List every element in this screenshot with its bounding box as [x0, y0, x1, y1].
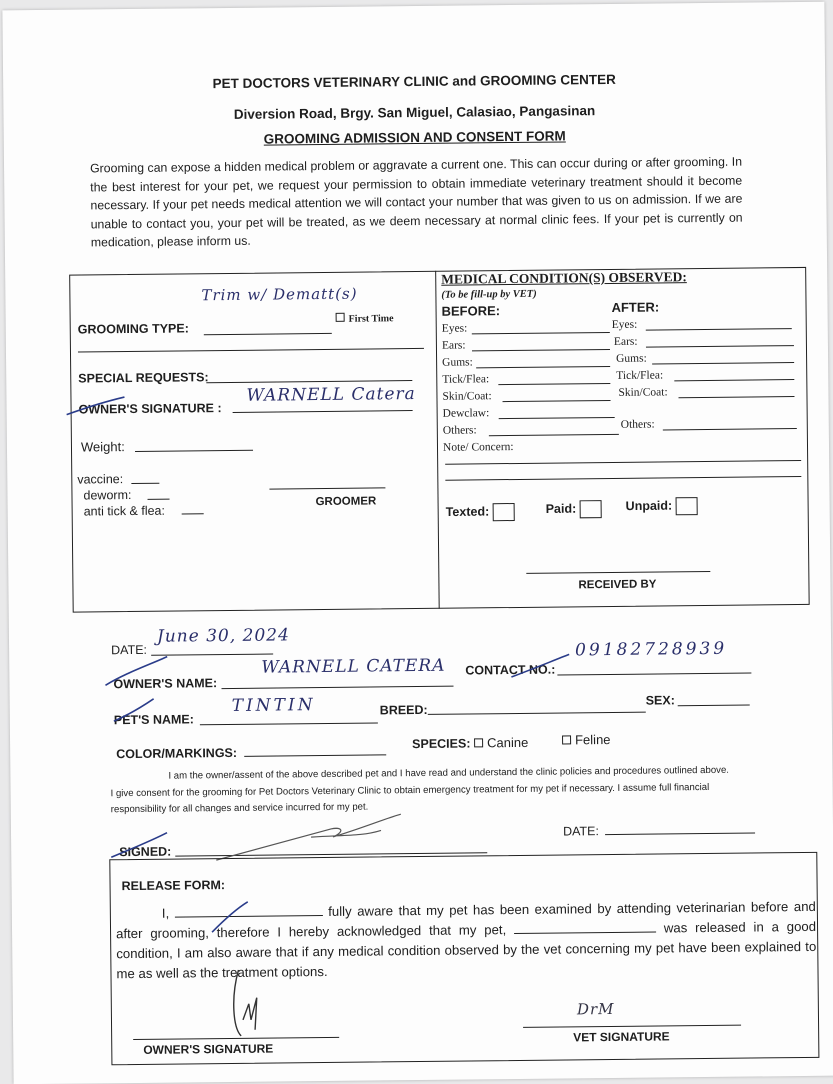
- species-label: SPECIES:: [412, 736, 471, 752]
- pet-name-label: PET'S NAME:: [113, 712, 194, 728]
- form-page: [2, 2, 833, 1084]
- owner-name-handwritten: WARNELL CATERA: [261, 655, 446, 678]
- note-concern-label: Note/ Concern:: [442, 441, 514, 454]
- consent-text: [110, 762, 762, 818]
- unpaid-box[interactable]: [675, 497, 697, 515]
- signed-label: SIGNED:: [119, 844, 172, 860]
- release-text-3: was released in a good condition, I am also aware that if any medical condition observed by the vet concerning my pet have been explained to me as well as the treatment options.: [116, 918, 817, 982]
- before-ears: Ears:: [441, 339, 466, 352]
- date-label: DATE:: [111, 642, 148, 658]
- after-ears: Ears:: [613, 335, 638, 348]
- before-eyes: Eyes:: [441, 322, 468, 335]
- pet-name-line: [200, 722, 378, 725]
- after-eyes: Eyes:: [611, 318, 638, 331]
- before-others: Others:: [442, 424, 477, 437]
- pet-name-handwritten: TINTIN: [231, 695, 316, 716]
- owner-signature-label: OWNER'S SIGNATURE :: [78, 401, 222, 417]
- color-markings-label: COLOR/MARKINGS:: [116, 745, 238, 762]
- before-gums: Gums:: [442, 356, 473, 369]
- canine-label: Canine: [487, 734, 529, 751]
- feline-label: Feline: [574, 732, 611, 748]
- consent-date-label: DATE:: [562, 824, 599, 839]
- first-time-checkbox[interactable]: [336, 312, 394, 325]
- sex-label: SEX:: [645, 693, 675, 708]
- texted-label: Texted:: [445, 504, 490, 520]
- texted-box[interactable]: [492, 503, 514, 521]
- groomer-label: GROOMER: [315, 495, 377, 509]
- first-time-box[interactable]: [336, 313, 345, 322]
- release-owner-signature-mark: [224, 968, 275, 1039]
- release-text-1: I,: [161, 905, 170, 921]
- breed-line: [428, 712, 646, 715]
- first-time-label: First Time: [348, 313, 394, 325]
- after-others: Others:: [620, 418, 655, 431]
- before-label: BEFORE:: [441, 303, 501, 319]
- release-text-2: fully aware that my pet has been examined by attending veterinarian before and after grooming, therefore I hereby acknowledged that my pet,: [115, 898, 816, 942]
- clinic-name: PET DOCTORS VETERINARY CLINIC and GROOMING CENTER: [212, 71, 616, 92]
- unpaid-label: Unpaid:: [625, 498, 673, 514]
- release-name-blank[interactable]: [175, 903, 323, 918]
- canine-option[interactable]: [474, 735, 528, 751]
- canine-checkbox[interactable]: [474, 738, 483, 747]
- paid-checkbox[interactable]: [546, 500, 602, 519]
- date-line: [151, 654, 273, 656]
- feline-checkbox[interactable]: [562, 735, 571, 744]
- vet-signature-label: VET SIGNATURE: [573, 1029, 670, 1045]
- consent-line-2: I give consent for the grooming for Pet Doctors Veterinary Clinic to obtain emergency treatment for my pet if necessary. I assume full financial: [110, 781, 710, 799]
- after-tickflea: Tick/Flea:: [616, 369, 664, 382]
- intro-paragraph: Grooming can expose a hidden medical problem or aggravate a current one. This can occur during or after grooming. In the best interest for your pet, we request your permission to obtain immediate veterinary treatment should it become necessary. If your pet needs medical attention we will contact your number that was given to us on admission. If we are unable to contact you, your pet will be treated, as we deem necessary at normal clinic fees. If your pet is currently on medication, please inform us.: [89, 154, 743, 250]
- release-title: RELEASE FORM:: [121, 878, 226, 894]
- medical-condition-title: MEDICAL CONDITION(S) OBSERVED:: [441, 269, 687, 287]
- release-owner-signature-label: OWNER'S SIGNATURE: [143, 1041, 274, 1057]
- grooming-type-label: GROOMING TYPE:: [77, 321, 189, 337]
- date-handwritten: June 30, 2024: [156, 625, 290, 647]
- received-by-label: RECEIVED BY: [578, 578, 657, 592]
- consent-line-1: I am the owner/assent of the above described pet and I have read and understand the clinic policies and procedures outlined above.: [168, 764, 730, 782]
- form-title: GROOMING ADMISSION AND CONSENT FORM: [263, 128, 566, 147]
- consent-date-line: [605, 832, 755, 835]
- feline-option[interactable]: [562, 732, 611, 748]
- vet-initials: DrM: [576, 999, 615, 1019]
- antitick-label: anti tick & flea:: [83, 503, 166, 519]
- unpaid-checkbox[interactable]: [626, 497, 698, 516]
- texted-checkbox[interactable]: [446, 503, 515, 522]
- after-skincoat: Skin/Coat:: [618, 386, 668, 399]
- sex-line: [678, 705, 750, 707]
- consent-line-3: responsibility for all changes and service incurred for my pet.: [110, 801, 369, 816]
- deworm-label: deworm:: [83, 488, 132, 503]
- deworm-line: [148, 499, 170, 500]
- after-label: AFTER:: [611, 299, 660, 315]
- contact-handwritten: 09182728939: [575, 638, 728, 661]
- vet-fill-note: (To be fill-up by VET): [441, 288, 537, 301]
- owner-signature-handwritten: WARNELL Catera: [246, 384, 416, 406]
- owner-name-line: [222, 686, 454, 689]
- color-markings-line: [244, 754, 386, 756]
- grooming-type-handwritten: Trim w/ Dematt(s): [201, 284, 358, 305]
- before-skincoat: Skin/Coat:: [442, 390, 492, 403]
- contact-label: CONTACT NO.:: [465, 662, 556, 678]
- release-pet-blank[interactable]: [514, 920, 656, 934]
- admission-box: [69, 267, 809, 613]
- paid-box[interactable]: [579, 500, 601, 518]
- release-paragraph: [116, 897, 817, 984]
- after-gums: Gums:: [616, 352, 647, 365]
- paid-label: Paid:: [545, 501, 577, 516]
- vaccine-label: vaccine:: [77, 472, 124, 487]
- before-tickflea: Tick/Flea:: [442, 373, 490, 386]
- clinic-address: Diversion Road, Brgy. San Miguel, Calasiao, Pangasinan: [233, 103, 596, 122]
- breed-label: BREED:: [379, 702, 428, 718]
- owner-name-label: OWNER'S NAME:: [113, 676, 218, 692]
- before-dewclaw: Dewclaw:: [442, 407, 490, 420]
- contact-line: [557, 673, 751, 676]
- special-requests-label: SPECIAL REQUESTS:: [78, 370, 209, 386]
- weight-label: Weight:: [80, 439, 125, 455]
